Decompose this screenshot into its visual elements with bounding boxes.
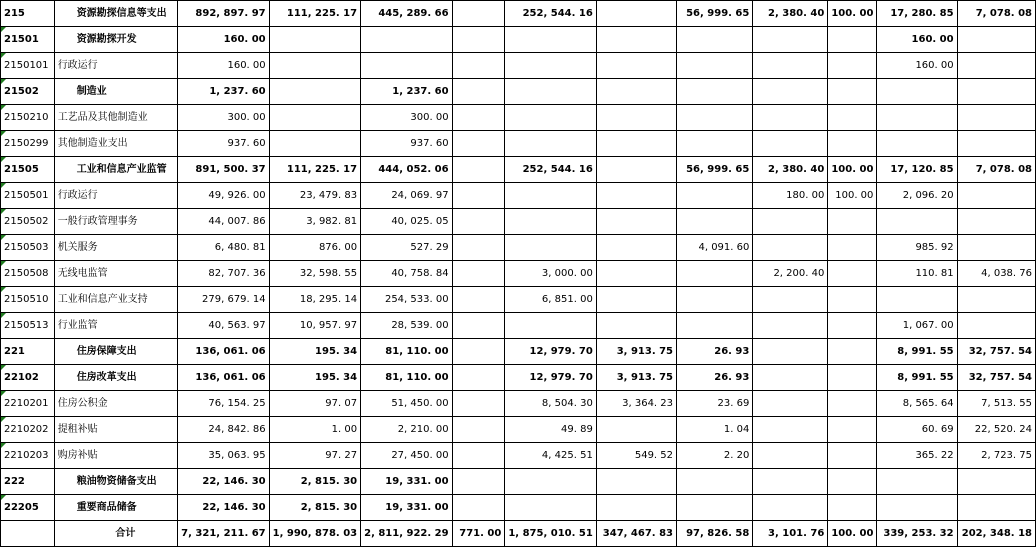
- cell-value[interactable]: [452, 1, 505, 27]
- cell-value[interactable]: [596, 105, 676, 131]
- cell-code[interactable]: 2150508: [1, 261, 55, 287]
- cell-value[interactable]: [596, 27, 676, 53]
- cell-value[interactable]: [596, 53, 676, 79]
- cell-value[interactable]: 444, 052. 06: [361, 157, 452, 183]
- table-row: [1, 287, 1036, 313]
- cell-value[interactable]: [957, 287, 1035, 313]
- cell-value[interactable]: 136, 061. 06: [178, 365, 269, 391]
- table-row: [1, 157, 1036, 183]
- table-row: [1, 235, 1036, 261]
- cell-value[interactable]: 160. 00: [178, 53, 269, 79]
- cell-value[interactable]: [677, 131, 753, 157]
- cell-value[interactable]: [677, 183, 753, 209]
- cell-value[interactable]: 81, 110. 00: [361, 339, 452, 365]
- cell-value[interactable]: [828, 443, 877, 469]
- cell-value[interactable]: [957, 469, 1035, 495]
- cell-value[interactable]: [269, 53, 360, 79]
- cell-name[interactable]: 提租补贴: [54, 417, 177, 443]
- cell-value[interactable]: [452, 157, 505, 183]
- cell-value[interactable]: [753, 287, 828, 313]
- cell-value[interactable]: 1, 875, 010. 51: [505, 521, 596, 547]
- cell-name[interactable]: 住房保障支出: [54, 339, 177, 365]
- cell-value[interactable]: [596, 313, 676, 339]
- cell-value[interactable]: [452, 365, 505, 391]
- cell-value[interactable]: 3, 101. 76: [753, 521, 828, 547]
- cell-value[interactable]: [957, 131, 1035, 157]
- cell-value[interactable]: 19, 331. 00: [361, 469, 452, 495]
- cell-value[interactable]: 10, 957. 97: [269, 313, 360, 339]
- cell-value[interactable]: 49. 89: [505, 417, 596, 443]
- cell-value[interactable]: [753, 105, 828, 131]
- table-row: [1, 469, 1036, 495]
- cell-value[interactable]: 2, 723. 75: [957, 443, 1035, 469]
- cell-value[interactable]: [957, 105, 1035, 131]
- cell-value[interactable]: 7, 321, 211. 67: [178, 521, 269, 547]
- cell-code[interactable]: 2150513: [1, 313, 55, 339]
- cell-value[interactable]: 97. 27: [269, 443, 360, 469]
- cell-value[interactable]: [596, 261, 676, 287]
- table-row: [1, 79, 1036, 105]
- cell-value[interactable]: [505, 79, 596, 105]
- cell-value[interactable]: [877, 131, 957, 157]
- cell-value[interactable]: [505, 235, 596, 261]
- cell-value[interactable]: [505, 183, 596, 209]
- cell-name[interactable]: 工业和信息产业监管: [54, 157, 177, 183]
- cell-value[interactable]: 23, 479. 83: [269, 183, 360, 209]
- cell-value[interactable]: [957, 183, 1035, 209]
- cell-value[interactable]: [957, 495, 1035, 521]
- cell-value[interactable]: 2, 815. 30: [269, 469, 360, 495]
- cell-value[interactable]: 252, 544. 16: [505, 157, 596, 183]
- cell-name[interactable]: 购房补贴: [54, 443, 177, 469]
- cell-value[interactable]: [596, 1, 676, 27]
- cell-value[interactable]: 2. 20: [677, 443, 753, 469]
- cell-value[interactable]: [677, 53, 753, 79]
- cell-value[interactable]: 97. 07: [269, 391, 360, 417]
- cell-value[interactable]: 347, 467. 83: [596, 521, 676, 547]
- cell-value[interactable]: 937. 60: [361, 131, 452, 157]
- cell-value[interactable]: 1, 067. 00: [877, 313, 957, 339]
- cell-value[interactable]: [753, 417, 828, 443]
- cell-value[interactable]: [452, 131, 505, 157]
- cell-value[interactable]: [596, 417, 676, 443]
- cell-value[interactable]: [505, 131, 596, 157]
- cell-value[interactable]: [957, 27, 1035, 53]
- cell-value[interactable]: [361, 53, 452, 79]
- cell-value[interactable]: [452, 339, 505, 365]
- cell-value[interactable]: [957, 53, 1035, 79]
- cell-value[interactable]: 100. 00: [828, 521, 877, 547]
- cell-value[interactable]: [505, 105, 596, 131]
- cell-value[interactable]: 876. 00: [269, 235, 360, 261]
- cell-value[interactable]: [753, 391, 828, 417]
- cell-name[interactable]: 合计: [54, 521, 177, 547]
- cell-value[interactable]: 527. 29: [361, 235, 452, 261]
- table-row: [1, 261, 1036, 287]
- cell-value[interactable]: 1, 237. 60: [361, 79, 452, 105]
- cell-value[interactable]: 195. 34: [269, 339, 360, 365]
- cell-value[interactable]: 32, 757. 54: [957, 365, 1035, 391]
- cell-code[interactable]: 2150210: [1, 105, 55, 131]
- cell-value[interactable]: 100. 00: [828, 157, 877, 183]
- cell-code[interactable]: 215: [1, 1, 55, 27]
- cell-value[interactable]: 300. 00: [178, 105, 269, 131]
- cell-name[interactable]: 重要商品储备: [54, 495, 177, 521]
- cell-value[interactable]: [452, 27, 505, 53]
- cell-value[interactable]: [828, 469, 877, 495]
- cell-code[interactable]: 2150101: [1, 53, 55, 79]
- cell-value[interactable]: [452, 287, 505, 313]
- cell-value[interactable]: [957, 313, 1035, 339]
- table-row: [1, 365, 1036, 391]
- cell-value[interactable]: 1. 04: [677, 417, 753, 443]
- cell-value[interactable]: 40, 563. 97: [178, 313, 269, 339]
- cell-value[interactable]: 3, 364. 23: [596, 391, 676, 417]
- cell-value[interactable]: 180. 00: [753, 183, 828, 209]
- cell-value[interactable]: 2, 380. 40: [753, 157, 828, 183]
- cell-value[interactable]: 8, 991. 55: [877, 339, 957, 365]
- cell-value[interactable]: 160. 00: [877, 53, 957, 79]
- cell-value[interactable]: [753, 365, 828, 391]
- cell-value[interactable]: 3, 913. 75: [596, 365, 676, 391]
- cell-value[interactable]: 26. 93: [677, 339, 753, 365]
- cell-name[interactable]: 制造业: [54, 79, 177, 105]
- cell-name[interactable]: 粮油物资储备支出: [54, 469, 177, 495]
- cell-value[interactable]: [452, 417, 505, 443]
- cell-value[interactable]: 82, 707. 36: [178, 261, 269, 287]
- cell-value[interactable]: [677, 313, 753, 339]
- cell-value[interactable]: 32, 598. 55: [269, 261, 360, 287]
- cell-value[interactable]: 22, 146. 30: [178, 495, 269, 521]
- cell-value[interactable]: [452, 495, 505, 521]
- table-row: [1, 131, 1036, 157]
- cell-value[interactable]: [828, 365, 877, 391]
- cell-value[interactable]: 76, 154. 25: [178, 391, 269, 417]
- cell-value[interactable]: 111, 225. 17: [269, 1, 360, 27]
- cell-value[interactable]: [505, 495, 596, 521]
- cell-value[interactable]: 985. 92: [877, 235, 957, 261]
- cell-value[interactable]: [877, 287, 957, 313]
- cell-value[interactable]: [753, 27, 828, 53]
- cell-value[interactable]: 279, 679. 14: [178, 287, 269, 313]
- table-row: [1, 417, 1036, 443]
- cell-value[interactable]: 49, 926. 00: [178, 183, 269, 209]
- cell-value[interactable]: [452, 235, 505, 261]
- cell-value[interactable]: 81, 110. 00: [361, 365, 452, 391]
- cell-value[interactable]: 35, 063. 95: [178, 443, 269, 469]
- cell-name[interactable]: 资源勘探信息等支出: [54, 1, 177, 27]
- cell-value[interactable]: 4, 425. 51: [505, 443, 596, 469]
- cell-value[interactable]: [828, 339, 877, 365]
- cell-value[interactable]: 2, 380. 40: [753, 1, 828, 27]
- cell-value[interactable]: 3, 000. 00: [505, 261, 596, 287]
- cell-value[interactable]: 100. 00: [828, 183, 877, 209]
- cell-name[interactable]: 住房改革支出: [54, 365, 177, 391]
- table-row: [1, 53, 1036, 79]
- cell-name[interactable]: 工业和信息产业支持: [54, 287, 177, 313]
- cell-value[interactable]: 2, 200. 40: [753, 261, 828, 287]
- cell-value[interactable]: [596, 79, 676, 105]
- cell-value[interactable]: [596, 157, 676, 183]
- cell-value[interactable]: [677, 27, 753, 53]
- cell-value[interactable]: [828, 313, 877, 339]
- cell-name[interactable]: 其他制造业支出: [54, 131, 177, 157]
- cell-value[interactable]: [877, 495, 957, 521]
- cell-value[interactable]: [828, 105, 877, 131]
- cell-value[interactable]: 100. 00: [828, 1, 877, 27]
- cell-value[interactable]: 56, 999. 65: [677, 157, 753, 183]
- cell-value[interactable]: 7, 078. 08: [957, 157, 1035, 183]
- cell-value[interactable]: [452, 79, 505, 105]
- table-row: [1, 1, 1036, 27]
- table-row: [1, 209, 1036, 235]
- cell-value[interactable]: [452, 209, 505, 235]
- cell-value[interactable]: [753, 339, 828, 365]
- cell-value[interactable]: [828, 53, 877, 79]
- cell-value[interactable]: 24, 842. 86: [178, 417, 269, 443]
- cell-code[interactable]: 221: [1, 339, 55, 365]
- cell-code[interactable]: 22102: [1, 365, 55, 391]
- cell-value[interactable]: 7, 078. 08: [957, 1, 1035, 27]
- cell-value[interactable]: 445, 289. 66: [361, 1, 452, 27]
- cell-value[interactable]: [361, 27, 452, 53]
- cell-name[interactable]: 行政运行: [54, 183, 177, 209]
- cell-value[interactable]: 23. 69: [677, 391, 753, 417]
- cell-value[interactable]: 2, 815. 30: [269, 495, 360, 521]
- cell-value[interactable]: 771. 00: [452, 521, 505, 547]
- cell-value[interactable]: 892, 897. 97: [178, 1, 269, 27]
- cell-value[interactable]: 22, 146. 30: [178, 469, 269, 495]
- cell-value[interactable]: [677, 469, 753, 495]
- cell-value[interactable]: 56, 999. 65: [677, 1, 753, 27]
- cell-value[interactable]: [753, 131, 828, 157]
- cell-value[interactable]: 3, 913. 75: [596, 339, 676, 365]
- cell-value[interactable]: [753, 495, 828, 521]
- cell-value[interactable]: [828, 261, 877, 287]
- cell-value[interactable]: [828, 131, 877, 157]
- cell-value[interactable]: [753, 469, 828, 495]
- cell-value[interactable]: [753, 443, 828, 469]
- cell-value[interactable]: [677, 79, 753, 105]
- cell-name[interactable]: 一般行政管理事务: [54, 209, 177, 235]
- cell-value[interactable]: [828, 287, 877, 313]
- table-row: [1, 443, 1036, 469]
- cell-value[interactable]: [877, 209, 957, 235]
- cell-name[interactable]: 机关服务: [54, 235, 177, 261]
- cell-value[interactable]: 3, 982. 81: [269, 209, 360, 235]
- cell-code[interactable]: 21502: [1, 79, 55, 105]
- cell-value[interactable]: [828, 495, 877, 521]
- cell-name[interactable]: 住房公积金: [54, 391, 177, 417]
- cell-value[interactable]: [452, 261, 505, 287]
- cell-value[interactable]: 2, 096. 20: [877, 183, 957, 209]
- cell-name[interactable]: 无线电监管: [54, 261, 177, 287]
- cell-value[interactable]: [452, 183, 505, 209]
- cell-value[interactable]: 6, 851. 00: [505, 287, 596, 313]
- cell-value[interactable]: 40, 025. 05: [361, 209, 452, 235]
- cell-value[interactable]: 17, 120. 85: [877, 157, 957, 183]
- cell-value[interactable]: 44, 007. 86: [178, 209, 269, 235]
- cell-value[interactable]: 339, 253. 32: [877, 521, 957, 547]
- cell-value[interactable]: 8, 565. 64: [877, 391, 957, 417]
- cell-value[interactable]: [596, 209, 676, 235]
- cell-value[interactable]: [828, 235, 877, 261]
- cell-value[interactable]: [828, 209, 877, 235]
- cell-value[interactable]: [505, 313, 596, 339]
- cell-value[interactable]: 32, 757. 54: [957, 339, 1035, 365]
- cell-value[interactable]: 111, 225. 17: [269, 157, 360, 183]
- cell-value[interactable]: [269, 105, 360, 131]
- cell-code[interactable]: 2150299: [1, 131, 55, 157]
- cell-value[interactable]: 891, 500. 37: [178, 157, 269, 183]
- cell-value[interactable]: 160. 00: [178, 27, 269, 53]
- cell-value[interactable]: 2, 811, 922. 29: [361, 521, 452, 547]
- cell-code[interactable]: 2210202: [1, 417, 55, 443]
- total-row: [1, 521, 1036, 547]
- cell-value[interactable]: [877, 105, 957, 131]
- cell-value[interactable]: [677, 261, 753, 287]
- cell-value[interactable]: [505, 27, 596, 53]
- cell-code[interactable]: 21505: [1, 157, 55, 183]
- cell-value[interactable]: 12, 979. 70: [505, 339, 596, 365]
- cell-value[interactable]: 1. 00: [269, 417, 360, 443]
- cell-value[interactable]: [877, 79, 957, 105]
- cell-value[interactable]: [677, 105, 753, 131]
- cell-value[interactable]: [957, 209, 1035, 235]
- cell-value[interactable]: [269, 131, 360, 157]
- cell-value[interactable]: 254, 533. 00: [361, 287, 452, 313]
- cell-value[interactable]: 252, 544. 16: [505, 1, 596, 27]
- cell-value[interactable]: 2, 210. 00: [361, 417, 452, 443]
- cell-value[interactable]: [452, 391, 505, 417]
- table-row: [1, 27, 1036, 53]
- cell-value[interactable]: [452, 53, 505, 79]
- cell-value[interactable]: [677, 209, 753, 235]
- cell-value[interactable]: [957, 79, 1035, 105]
- cell-value[interactable]: [452, 105, 505, 131]
- cell-value[interactable]: [596, 287, 676, 313]
- cell-value[interactable]: [828, 417, 877, 443]
- cell-value[interactable]: 549. 52: [596, 443, 676, 469]
- cell-value[interactable]: [753, 313, 828, 339]
- cell-value[interactable]: [596, 495, 676, 521]
- table-row: [1, 495, 1036, 521]
- cell-value[interactable]: 110. 81: [877, 261, 957, 287]
- cell-value[interactable]: 136, 061. 06: [178, 339, 269, 365]
- cell-value[interactable]: 8, 991. 55: [877, 365, 957, 391]
- cell-code[interactable]: 21501: [1, 27, 55, 53]
- cell-value[interactable]: [596, 131, 676, 157]
- cell-value[interactable]: [957, 235, 1035, 261]
- cell-value[interactable]: [677, 495, 753, 521]
- cell-code[interactable]: 222: [1, 469, 55, 495]
- cell-value[interactable]: [753, 79, 828, 105]
- cell-code[interactable]: [1, 521, 55, 547]
- cell-value[interactable]: 195. 34: [269, 365, 360, 391]
- cell-value[interactable]: 60. 69: [877, 417, 957, 443]
- table-row: [1, 339, 1036, 365]
- cell-value[interactable]: 300. 00: [361, 105, 452, 131]
- cell-value[interactable]: 160. 00: [877, 27, 957, 53]
- cell-value[interactable]: [269, 27, 360, 53]
- cell-value[interactable]: 27, 450. 00: [361, 443, 452, 469]
- cell-value[interactable]: 18, 295. 14: [269, 287, 360, 313]
- cell-value[interactable]: 937. 60: [178, 131, 269, 157]
- cell-value[interactable]: 24, 069. 97: [361, 183, 452, 209]
- table-row: [1, 105, 1036, 131]
- cell-value[interactable]: [877, 469, 957, 495]
- cell-name[interactable]: 工艺品及其他制造业: [54, 105, 177, 131]
- cell-name[interactable]: 行业监管: [54, 313, 177, 339]
- cell-value[interactable]: [753, 209, 828, 235]
- cell-value[interactable]: 97, 826. 58: [677, 521, 753, 547]
- cell-value[interactable]: 8, 504. 30: [505, 391, 596, 417]
- cell-code[interactable]: 2210201: [1, 391, 55, 417]
- cell-value[interactable]: 4, 038. 76: [957, 261, 1035, 287]
- cell-value[interactable]: [505, 469, 596, 495]
- cell-value[interactable]: 1, 237. 60: [178, 79, 269, 105]
- cell-value[interactable]: 1, 990, 878. 03: [269, 521, 360, 547]
- table-row: [1, 313, 1036, 339]
- cell-value[interactable]: [828, 391, 877, 417]
- cell-value[interactable]: [828, 27, 877, 53]
- cell-code[interactable]: 2150502: [1, 209, 55, 235]
- table-row: [1, 391, 1036, 417]
- cell-value[interactable]: 22, 520. 24: [957, 417, 1035, 443]
- cell-value[interactable]: 365. 22: [877, 443, 957, 469]
- cell-value[interactable]: [505, 209, 596, 235]
- cell-value[interactable]: [452, 469, 505, 495]
- cell-name[interactable]: 行政运行: [54, 53, 177, 79]
- cell-value[interactable]: 26. 93: [677, 365, 753, 391]
- cell-value[interactable]: 28, 539. 00: [361, 313, 452, 339]
- cell-value[interactable]: 19, 331. 00: [361, 495, 452, 521]
- cell-value[interactable]: [596, 183, 676, 209]
- cell-value[interactable]: [828, 79, 877, 105]
- cell-value[interactable]: [596, 469, 676, 495]
- cell-value[interactable]: 51, 450. 00: [361, 391, 452, 417]
- cell-value[interactable]: 6, 480. 81: [178, 235, 269, 261]
- cell-value[interactable]: [452, 443, 505, 469]
- cell-value[interactable]: 12, 979. 70: [505, 365, 596, 391]
- cell-code[interactable]: 22205: [1, 495, 55, 521]
- cell-value[interactable]: [505, 53, 596, 79]
- cell-code[interactable]: 2150503: [1, 235, 55, 261]
- cell-value[interactable]: [677, 287, 753, 313]
- cell-value[interactable]: [753, 235, 828, 261]
- cell-value[interactable]: 17, 280. 85: [877, 1, 957, 27]
- cell-value[interactable]: [753, 53, 828, 79]
- cell-code[interactable]: 2210203: [1, 443, 55, 469]
- cell-value[interactable]: [596, 235, 676, 261]
- cell-value[interactable]: 7, 513. 55: [957, 391, 1035, 417]
- cell-code[interactable]: 2150510: [1, 287, 55, 313]
- cell-value[interactable]: 4, 091. 60: [677, 235, 753, 261]
- table-row: [1, 183, 1036, 209]
- cell-value[interactable]: 202, 348. 18: [957, 521, 1035, 547]
- cell-code[interactable]: 2150501: [1, 183, 55, 209]
- sheet-body: [1, 1, 1036, 547]
- cell-value[interactable]: 40, 758. 84: [361, 261, 452, 287]
- cell-value[interactable]: [452, 313, 505, 339]
- cell-name[interactable]: 资源勘探开发: [54, 27, 177, 53]
- cell-value[interactable]: [269, 79, 360, 105]
